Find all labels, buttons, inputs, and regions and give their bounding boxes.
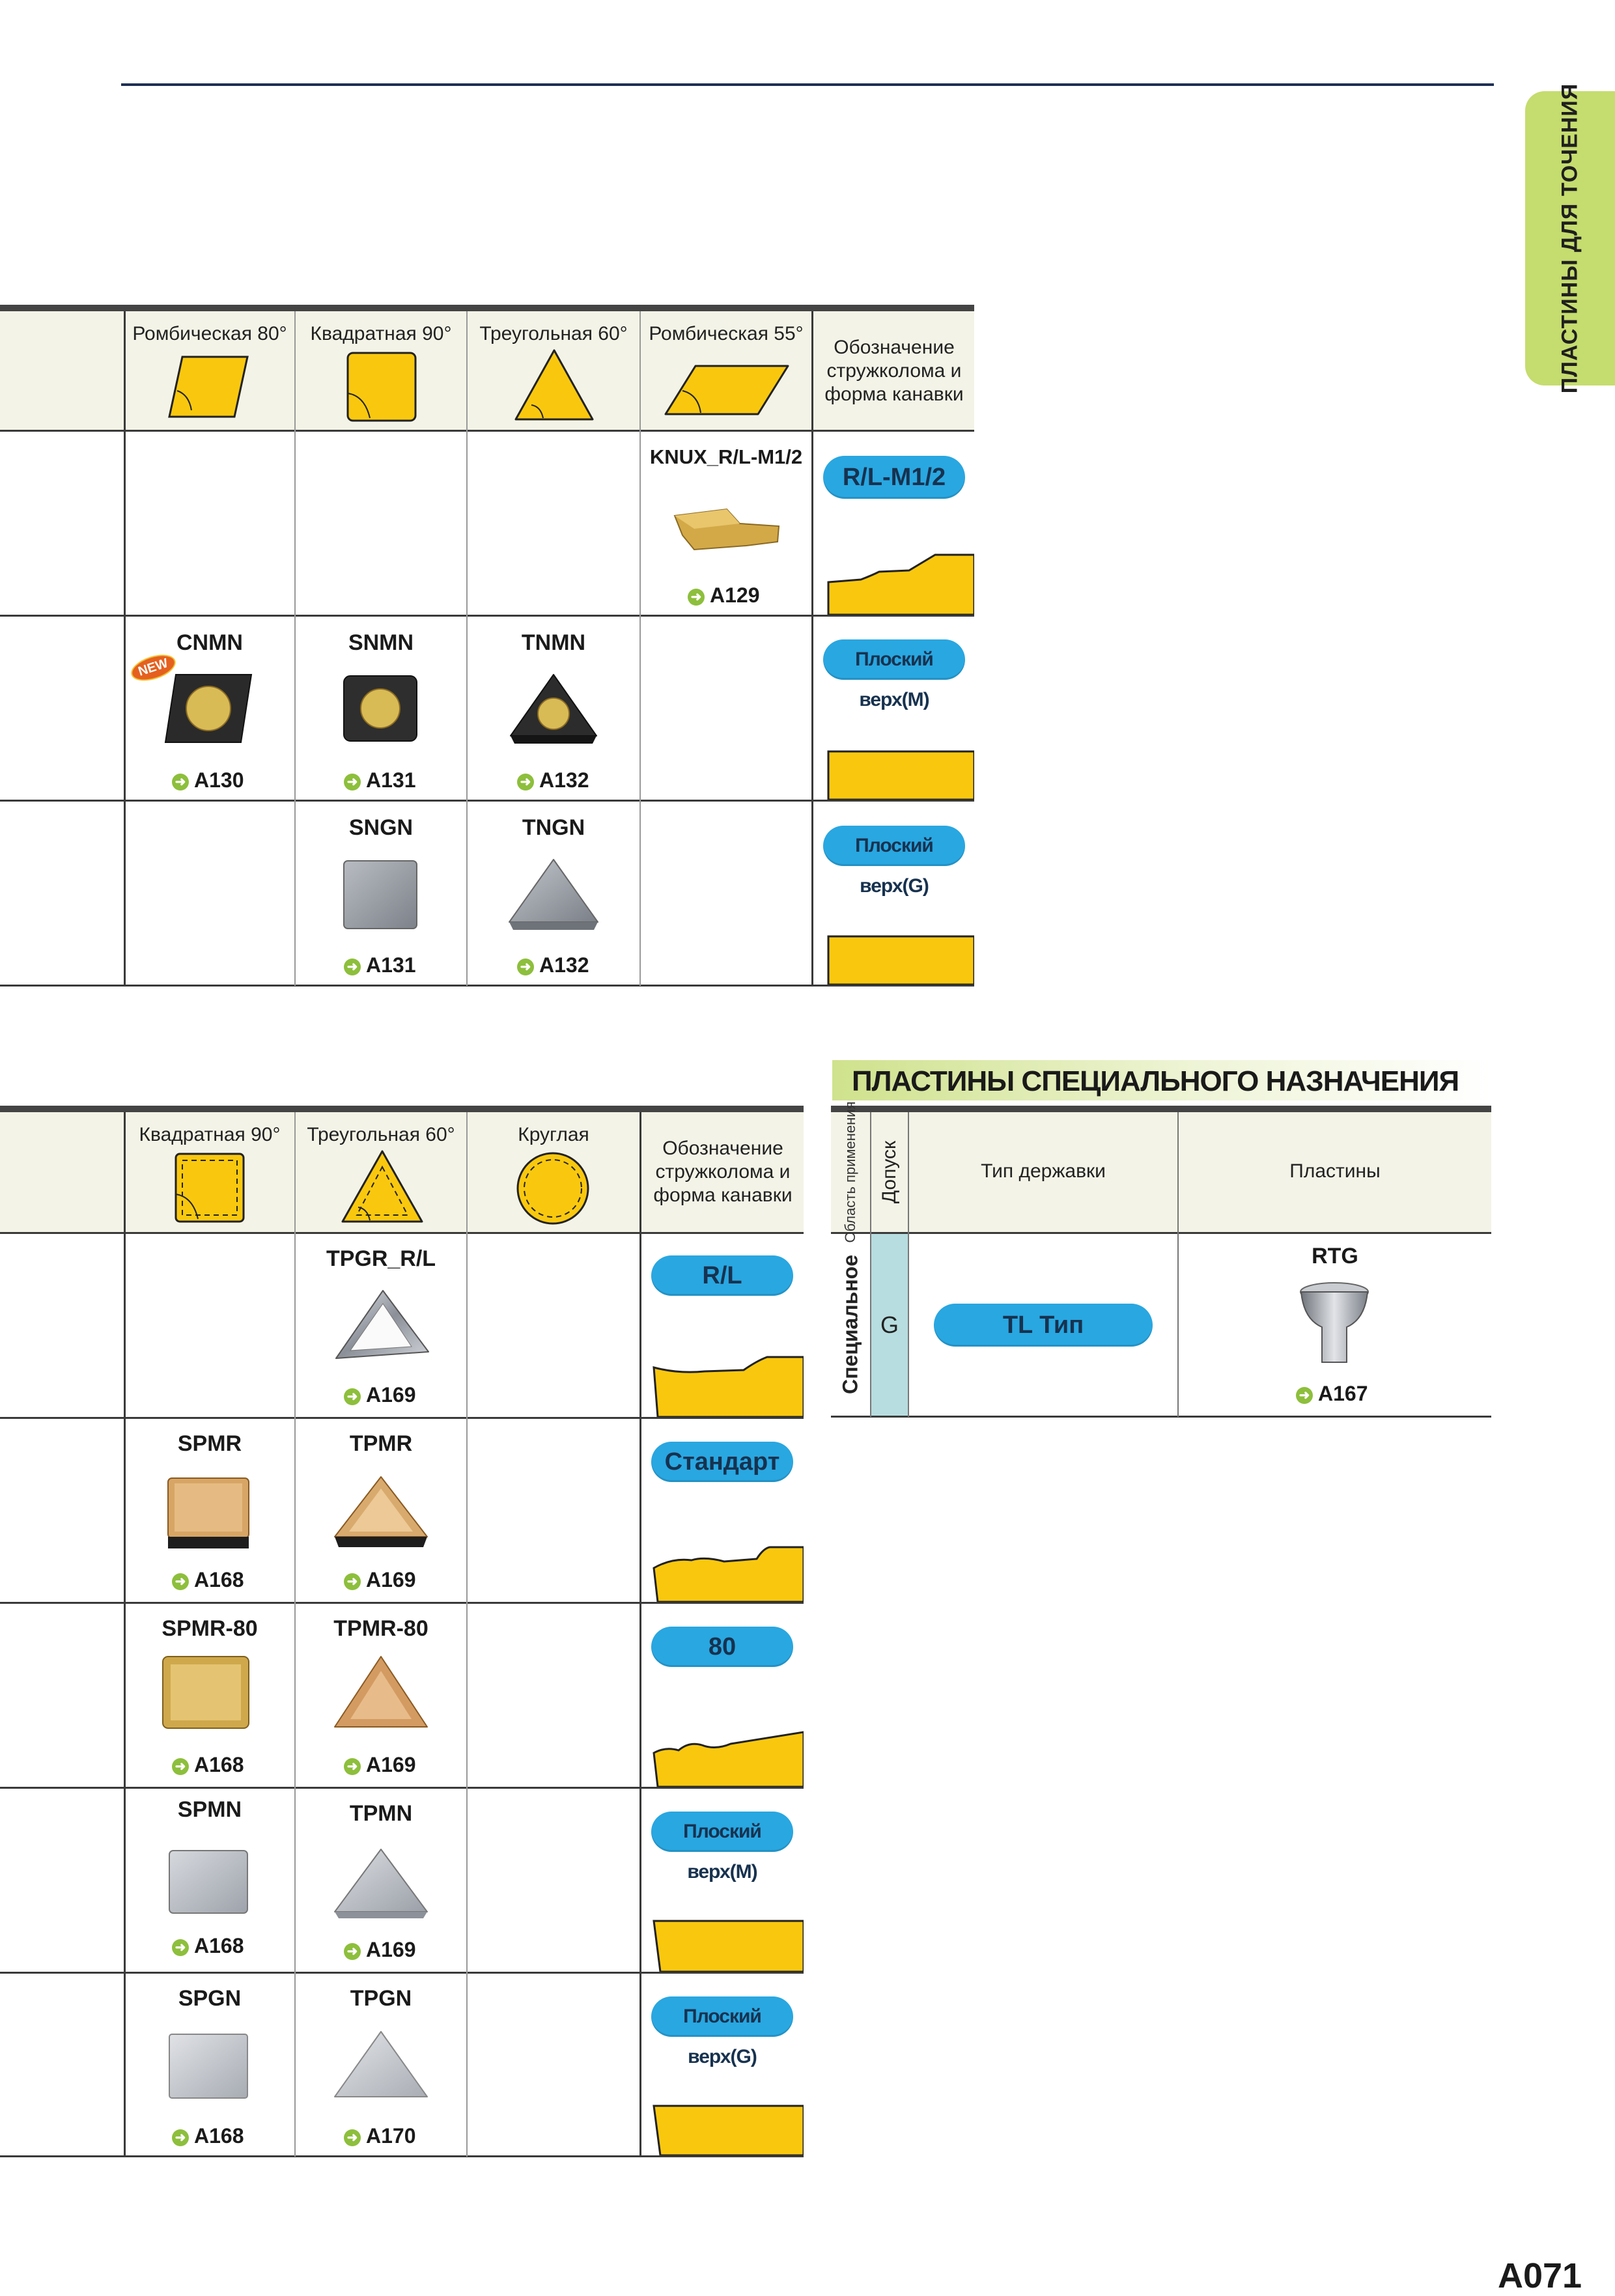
chipbreaker-pill[interactable]: 80 [651,1627,793,1667]
header-triangle-60: Треугольная 60° [307,1124,455,1145]
page-ref[interactable]: ➜ A169 [344,1568,416,1592]
insert-code: TPMR [349,1431,413,1456]
section-tab-label: ПЛАСТИНЫ ДЛЯ ТОЧЕНИЯ [1557,83,1582,394]
insert-code: TPMR-80 [333,1616,428,1641]
arrow-right-icon: ➜ [344,774,361,791]
page-ref[interactable]: ➜ A169 [344,1938,416,1962]
header-square-90: Квадратная 90° [310,323,452,344]
chipbreaker-pill[interactable]: Плоский верх(G) [823,826,965,866]
square-90-shape-icon [345,350,418,423]
header-triangle-60: Треугольная 60° [479,323,628,344]
insert-code: RTG [1312,1244,1358,1268]
page-ref[interactable]: ➜ A168 [172,1568,244,1592]
rhombic-80-shape-icon [163,352,254,423]
insert-code: SPMR [177,1431,242,1456]
page-ref[interactable]: ➜ A168 [172,1753,244,1777]
chipbreaker-pill[interactable]: Плоский верх(M) [823,639,965,680]
cnmn-insert-image [163,671,254,746]
special-section-title [832,1060,1491,1100]
arrow-right-icon: ➜ [172,1573,189,1590]
chipbreaker-pill[interactable]: Плоский верх(M) [651,1812,793,1852]
groove-profile-icon [653,2105,804,2155]
header-inserts: Пластины [1289,1160,1381,1182]
page-ref[interactable]: ➜ A169 [344,1753,416,1777]
arrow-right-icon: ➜ [344,1758,361,1775]
insert-code: SNGN [348,815,414,840]
insert-code: TPMN [349,1801,413,1826]
new-badge: NEW [128,650,178,686]
application-area: Специальное [838,1254,862,1395]
special-title-text: ПЛАСТИНЫ СПЕЦИАЛЬНОГО НАЗНАЧЕНИЯ [852,1065,1459,1097]
page-ref[interactable]: ➜ A131 [344,768,416,792]
groove-profile-icon [824,935,974,985]
tpmn-insert-image [332,1847,430,1922]
arrow-right-icon: ➜ [172,2129,189,2146]
chipbreaker-pill[interactable]: Плоский верх(G) [651,1996,793,2037]
arrow-right-icon: ➜ [344,1943,361,1960]
arrow-right-icon: ➜ [517,959,534,975]
page-ref[interactable]: ➜ A168 [172,2124,244,2148]
arrow-right-icon: ➜ [172,774,189,791]
knux-insert-image [668,496,785,555]
groove-profile-icon [824,553,974,615]
arrow-right-icon: ➜ [172,1939,189,1956]
square-90-shape-icon [173,1151,246,1224]
rtg-insert-image [1299,1280,1370,1366]
insert-code: SNMN [348,630,414,655]
triangle-60-shape-icon [339,1147,426,1225]
insert-code: CNMN [176,630,243,655]
arrow-right-icon: ➜ [688,589,705,606]
header-chipbreaker-note: Обозначение стружколома и форма канавки [653,1138,793,1206]
tpmr-80-insert-image [332,1654,430,1735]
page-ref[interactable]: ➜ A129 [688,583,760,608]
snmn-insert-image [341,673,419,744]
arrow-right-icon: ➜ [1296,1387,1313,1404]
insert-code: KNUX_R/L-M1/2 [649,445,803,468]
section-tab[interactable] [1525,83,1615,394]
spmn-insert-image [167,1848,250,1916]
top-rule [121,83,1494,86]
round-shape-icon [514,1150,591,1227]
page-ref[interactable]: ➜ A131 [344,953,416,977]
groove-profile-icon [653,1920,804,1972]
header-tolerance: Допуск [878,1140,900,1204]
tngn-insert-image [507,857,600,934]
groove-profile-icon [653,1731,804,1787]
header-holder-type: Тип державки [981,1160,1106,1182]
page-ref[interactable]: ➜ A168 [172,1934,244,1958]
tpgn-insert-image [332,2029,430,2103]
rhombic-55-shape-icon [663,362,791,418]
tnmn-insert-image [508,671,599,746]
page-ref[interactable]: ➜ A167 [1296,1382,1368,1406]
header-round: Круглая [518,1124,589,1145]
spmr-80-insert-image [160,1654,251,1732]
arrow-right-icon: ➜ [344,2129,361,2146]
arrow-right-icon: ➜ [344,1388,361,1405]
page-ref[interactable]: ➜ A169 [344,1383,416,1407]
page-ref[interactable]: ➜ A130 [172,768,244,792]
arrow-right-icon: ➜ [517,774,534,791]
insert-code: SPGN [178,1986,242,2011]
chipbreaker-pill[interactable]: R/L [651,1255,793,1296]
insert-code: TPGR_R/L [326,1246,436,1271]
groove-profile-icon [653,1546,804,1602]
page-ref[interactable]: ➜ A132 [517,953,589,977]
spgn-insert-image [167,2032,250,2101]
page-ref[interactable]: ➜ A132 [517,768,589,792]
header-rhombic-80: Ромбическая 80° [132,323,287,344]
insert-code: SPMN [177,1797,242,1822]
arrow-right-icon: ➜ [172,1758,189,1775]
tolerance-value: G [880,1311,899,1338]
insert-code: TNGN [522,815,585,840]
insert-code: TPGN [350,1986,412,2011]
groove-profile-icon [653,1356,804,1417]
holder-type-pill[interactable]: TL Тип [934,1304,1153,1347]
triangle-60-shape-icon [512,346,597,423]
groove-profile-icon [824,750,974,800]
spmr-insert-image [165,1476,251,1551]
header-area: Область применения [842,1101,858,1243]
insert-code: TNMN [521,630,586,655]
arrow-right-icon: ➜ [344,1573,361,1590]
header-chipbreaker-note: Обозначение стружколома и форма канавки [824,337,964,405]
chipbreaker-pill[interactable]: R/L-M1/2 [823,456,965,499]
page-ref[interactable]: ➜ A170 [344,2124,416,2148]
arrow-right-icon: ➜ [344,959,361,975]
header-square-90: Квадратная 90° [139,1124,281,1145]
chipbreaker-pill[interactable]: Стандарт [651,1442,793,1482]
tpmr-insert-image [332,1474,430,1551]
header-rhombic-55: Ромбическая 55° [649,323,804,344]
insert-code: SPMR-80 [162,1616,258,1641]
page-number: A071 [1498,2256,1582,2295]
tpgr-insert-image [331,1287,431,1365]
sngn-insert-image [341,858,419,931]
